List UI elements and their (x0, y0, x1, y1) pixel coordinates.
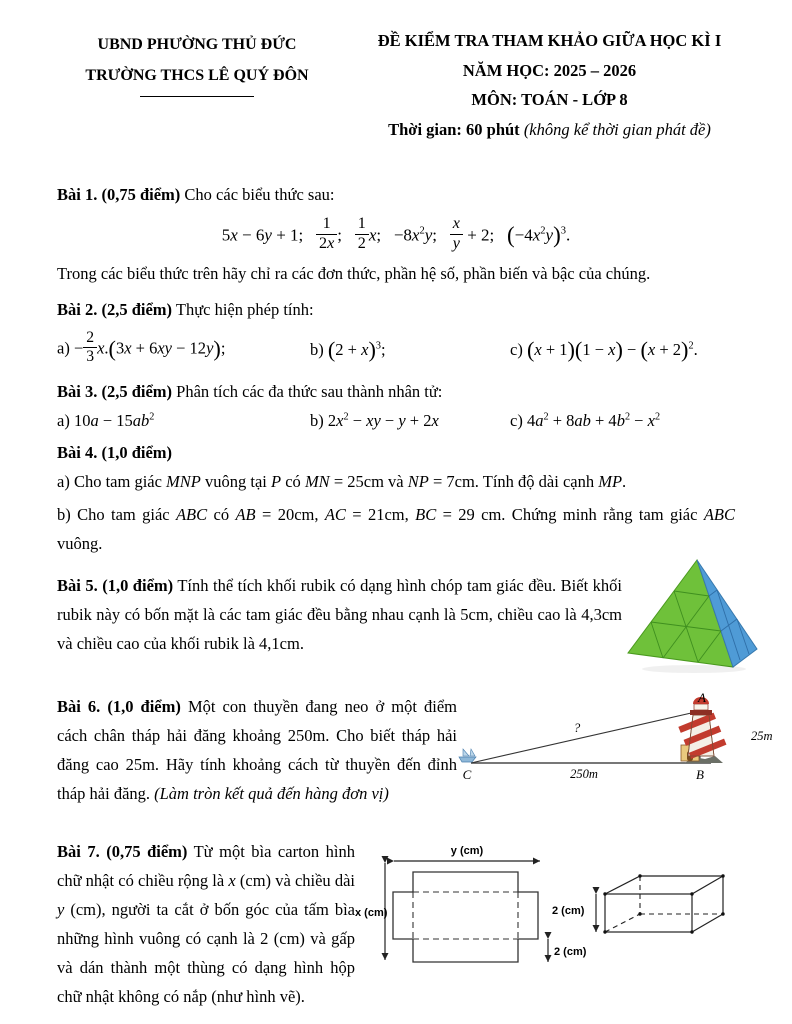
exam-title: ĐỀ KIỂM TRA THAM KHẢO GIỮA HỌC KÌ I (377, 31, 722, 50)
net-flap-label: 2 (cm) (554, 945, 587, 958)
problem-1-question: Trong các biểu thức trên hãy chỉ ra các đơn thức, phần hệ số, phần biến và bậc của chúng. (57, 263, 651, 283)
issuing-organization (47, 26, 347, 144)
vertex-b-label: B (696, 766, 704, 782)
vertex-c-label: C (462, 766, 472, 782)
problem-5 (57, 571, 735, 675)
problem-4b: b) Cho tam giác ABC có AB = 20cm, AC = 21cm, BC = 29 cm. Chứng minh rằng tam giác ABC vuông. (57, 504, 735, 553)
problem-6-note: (Làm tròn kết quả đến hàng đơn vị) (154, 783, 389, 803)
problem-1-label: Bài 1. (0,75 điểm) (57, 185, 181, 204)
problem-7 (57, 837, 735, 1011)
base-distance-label: 250m (570, 766, 598, 781)
problem-5-text: Bài 5. (1,0 điểm) Tính thể tích khối rubik có dạng hình chóp tam giác đều. Biết khối rubik này có bốn mặt là các tam giác đều bằng nhau cạnh là 5cm, chiều cao là 4,3cm và chiều cao của khối rubik là 4,1cm. (57, 575, 622, 653)
problem-7-text: Bài 7. (0,75 điểm) Từ một bìa carton hình chữ nhật có chiều rộng là x (cm) và chiều dài y (cm), người ta cắt ở bốn góc của tấm bìa những hình vuông có cạnh là 2 (cm) và gấp và dán thành một thùng có dạng hình hộp chữ nhật không có nắp (như hình vẽ). (57, 841, 355, 1006)
problem-6-text: Bài 6. (1,0 điểm) Một con thuyền đang neo ở một điểm cách chân tháp hải đăng khoảng 250m. Cho biết tháp hải đăng cao 25m. Hãy tính khoảng cách từ thuyền đến đỉnh tháp hải đăng. (Làm tròn kết quả đến hàng đơn vị) (57, 696, 457, 803)
problem-2 (57, 295, 735, 368)
org-line-1: UBND PHƯỜNG THỦ ĐỨC (97, 36, 297, 53)
box-3d-figure (545, 854, 792, 964)
problem-2a: a) − $\frac{2}{3}$ x.(3x + 6xy − 12y); (57, 328, 226, 366)
problem-3c: c) $4a^2 + 8ab + 4b^2 - x^2$ (510, 410, 661, 430)
net-width-label: y (cm) (450, 844, 484, 857)
school-year: NĂM HỌC: 2025 – 2026 (462, 60, 637, 80)
subject-grade: MÔN: TOÁN - LỚP 8 (471, 90, 628, 109)
problem-7-figures (355, 839, 792, 981)
problem-3a: a) $10a - 15ab^2$ (57, 410, 155, 430)
problem-3-intro: Phân tích các đa thức sau thành nhân tử: (176, 381, 443, 401)
boat-icon (459, 749, 476, 762)
problem-1 (57, 180, 735, 288)
problem-4 (57, 438, 735, 558)
problem-1-expressions: 5x − 6y + 1; $\frac{1}{2x}$ ; $\frac{1}{2}$ x; $-8x^2y$; $\frac{x}{y}$ + 2; $(-4x^2y)^3$. (221, 215, 571, 252)
lighthouse-triangle-figure (457, 683, 789, 788)
pyramid-rubik-figure (622, 557, 765, 675)
header-divider (140, 96, 254, 97)
vertex-a-label: A (698, 689, 706, 705)
problem-6 (57, 689, 773, 808)
problem-2-label: Bài 2. (2,5 điểm) (57, 299, 173, 319)
problem-3b: b) $2x^2$ − xy − y + 2x (310, 410, 439, 430)
time-limit-line (347, 115, 752, 145)
problem-2c: c) $(x + 1)(1 - x) - (x + 2)^2$. (510, 336, 698, 362)
problem-1-intro: Cho các biểu thức sau: (184, 185, 335, 204)
lighthouse-icon (678, 697, 726, 761)
problem-4a: a) Cho tam giác MNP vuông tại P có MN = 25cm và NP = 7cm. Tính độ dài cạnh MP. (57, 471, 627, 491)
exam-header (47, 26, 752, 144)
problem-2b: b) $(2 + x)^3$; (310, 336, 386, 362)
exam-title-block (347, 26, 752, 144)
time-note: (không kể thời gian phát đề) (523, 119, 711, 139)
problem-3-label: Bài 3. (2,5 điểm) (57, 381, 173, 401)
tower-height-label: 25m (751, 728, 773, 743)
org-line-2: TRƯỜNG THCS LÊ QUÝ ĐÔN (85, 67, 309, 84)
net-height-label: x (cm) (355, 906, 388, 919)
box-height-label: 2 (cm) (552, 904, 585, 917)
problem-3 (57, 377, 735, 431)
problem-4-label: Bài 4. (1,0 điểm) (57, 442, 173, 462)
hypotenuse-label: ? (573, 719, 581, 735)
time-limit: Thời gian: 60 phút (388, 119, 520, 139)
problem-2-intro: Thực hiện phép tính: (175, 299, 314, 319)
